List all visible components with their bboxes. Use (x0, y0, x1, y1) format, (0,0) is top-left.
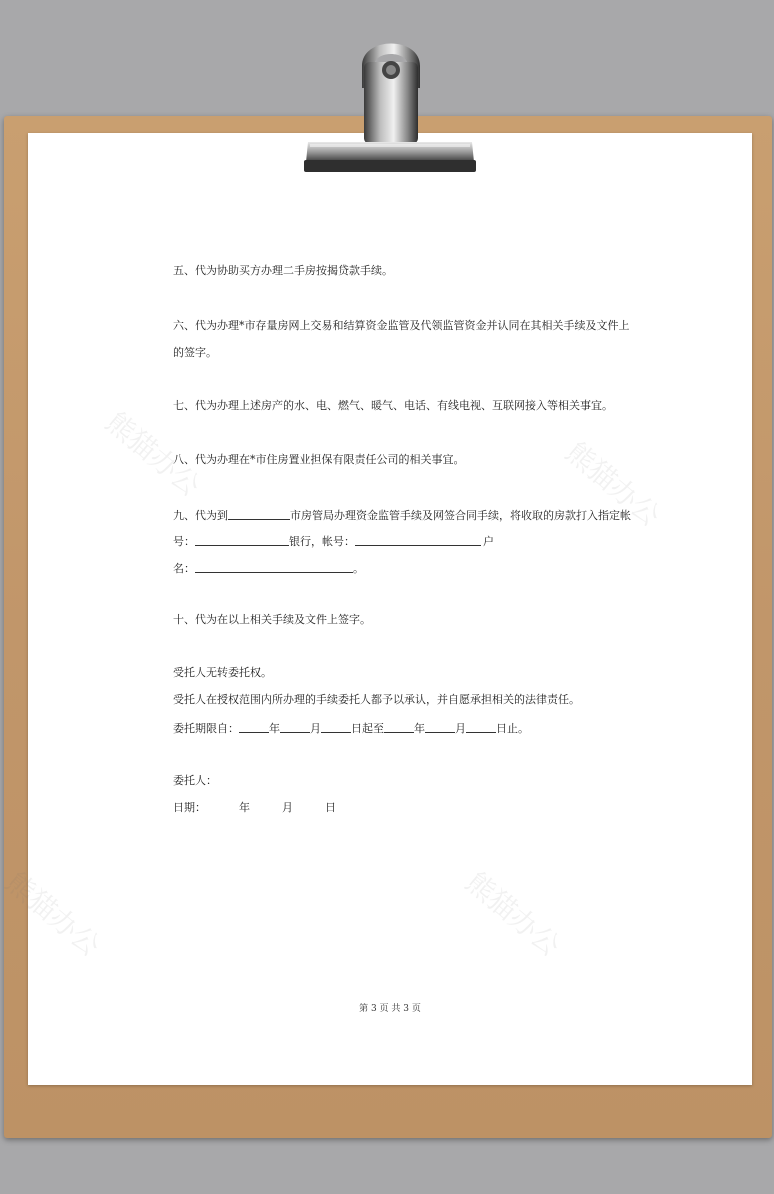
name-label: 名： (173, 562, 195, 575)
watermark: 熊猫办公 (0, 865, 107, 963)
term-label: 委托期限自： (173, 722, 239, 735)
date-line (173, 802, 336, 813)
item-5: 五、代为协助买方办理二手房按揭贷款手续。 (173, 264, 393, 277)
item-9-prefix: 九、代为到 (173, 509, 228, 522)
document-page (0, 133, 752, 1085)
city-blank (228, 508, 290, 520)
watermark: 熊猫办公 (559, 435, 667, 533)
item-7: 七、代为办理上述房产的水、电、燃气、暖气、电话、有线电视、互联网接入等相关事宜。 (173, 399, 613, 412)
term-blank (466, 721, 496, 733)
name-end: 。 (353, 562, 364, 575)
page-number: 第 3 页 共 3 页 (359, 1004, 421, 1014)
account-no-label: 号： (173, 535, 195, 548)
term-blank (239, 721, 269, 733)
date-label: 日期： (173, 801, 206, 814)
item-6-line-1: 六、代为办理*市存量房网上交易和结算资金监管及代领监管资金并认同在其相关手续及文件上 (173, 319, 630, 332)
term-blank (321, 721, 351, 733)
term-day-start: 日起至 (351, 722, 384, 735)
holder-label: 户 (483, 535, 494, 548)
term-month-end: 月 (455, 722, 466, 735)
term-day-end: 日止。 (496, 722, 529, 735)
no-transfer-clause: 受托人无转委托权。 (173, 666, 272, 679)
item-6-line-2: 的签字。 (173, 346, 217, 359)
term-blank (384, 721, 414, 733)
term-year-start: 年 (269, 722, 280, 735)
item-8: 八、代为办理在*市住房置业担保有限责任公司的相关事宜。 (173, 453, 465, 466)
item-9-text: 市房管局办理资金监管手续及网签合同手续，将收取的房款打入指定帐 (290, 509, 631, 522)
term-blank (280, 721, 310, 733)
account-blank (355, 534, 481, 546)
date-year: 年 (239, 801, 250, 814)
bank-blank (195, 534, 289, 546)
name-blank (195, 561, 353, 573)
principal-label: 委托人： (173, 774, 217, 787)
date-day: 日 (325, 801, 336, 814)
item-10: 十、代为在以上相关手续及文件上签字。 (173, 613, 371, 626)
term-year-end: 年 (414, 722, 425, 735)
term-month-start: 月 (310, 722, 321, 735)
date-month: 月 (282, 801, 293, 814)
item-9-line-3 (173, 561, 364, 574)
item-9-line-1 (173, 508, 631, 521)
item-9-line-2 (173, 534, 494, 547)
binder-clip-icon (300, 26, 480, 178)
watermark: 熊猫办公 (99, 405, 207, 503)
watermark: 熊猫办公 (459, 865, 567, 963)
term-line (173, 721, 529, 734)
liability-clause: 受托人在授权范围内所办理的手续委托人都予以承认，并自愿承担相关的法律责任。 (173, 693, 580, 706)
bank-label: 银行，帐号： (289, 535, 355, 548)
term-blank (425, 721, 455, 733)
